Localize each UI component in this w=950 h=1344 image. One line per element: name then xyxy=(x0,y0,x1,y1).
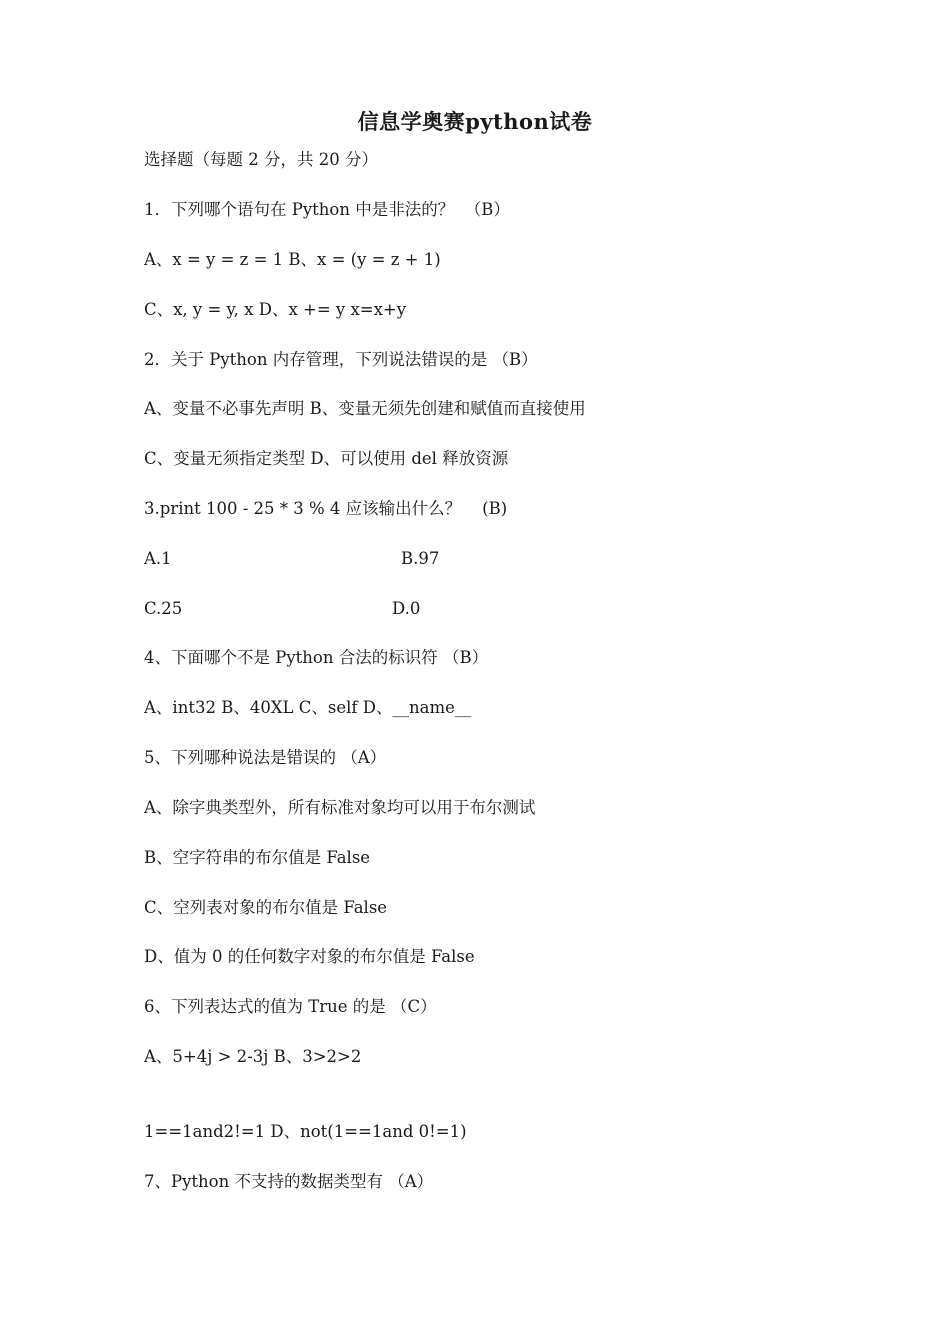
question-2-options-ab: A、变量不必事先声明 B、变量无须先创建和赋值而直接使用 xyxy=(144,399,586,418)
question-1: 1．下列哪个语句在 Python 中是非法的？ （B） xyxy=(144,200,510,219)
question-3-option-c: C.25 xyxy=(144,599,183,618)
question-3-option-a: A.1 xyxy=(144,549,172,568)
question-1-options-cd: C、x, y = y, x D、x += y x=x+y xyxy=(144,300,407,319)
question-4-options: A、int32 B、40XL C、self D、__name__ xyxy=(144,698,472,717)
question-7: 7、Python 不支持的数据类型有 （A） xyxy=(144,1172,434,1191)
question-5-option-b: B、空字符串的布尔值是 False xyxy=(144,848,371,867)
question-3-option-d: D.0 xyxy=(392,599,421,618)
question-4: 4、下面哪个不是 Python 合法的标识符 （B） xyxy=(144,648,489,667)
question-6-options-cd: 1==1and2!=1 D、not(1==1and 0!=1) xyxy=(144,1122,467,1141)
question-1-options-ab: A、x = y = z = 1 B、x = (y = z + 1) xyxy=(144,250,441,269)
question-3: 3.print 100 - 25 * 3 % 4 应该输出什么？ (B) xyxy=(144,499,508,518)
question-3-option-b: B.97 xyxy=(401,549,440,568)
question-2: 2．关于 Python 内存管理，下列说法错误的是 （B） xyxy=(144,350,538,369)
question-6-options-ab: A、5+4j > 2-3j B、3>2>2 xyxy=(144,1047,362,1066)
question-5-option-c: C、空列表对象的布尔值是 False xyxy=(144,898,388,917)
question-6: 6、下列表达式的值为 True 的是 （C） xyxy=(144,997,437,1016)
question-2-options-cd: C、变量无须指定类型 D、可以使用 del 释放资源 xyxy=(144,449,509,468)
question-5-option-d: D、值为 0 的任何数字对象的布尔值是 False xyxy=(144,947,475,966)
document-title: 信息学奥赛python试卷 xyxy=(357,109,593,134)
question-5: 5、下列哪种说法是错误的 （A） xyxy=(144,748,387,767)
question-5-option-a: A、除字典类型外，所有标准对象均可以用于布尔测试 xyxy=(144,798,536,817)
section-heading: 选择题（每题 2 分，共 20 分） xyxy=(144,150,378,169)
